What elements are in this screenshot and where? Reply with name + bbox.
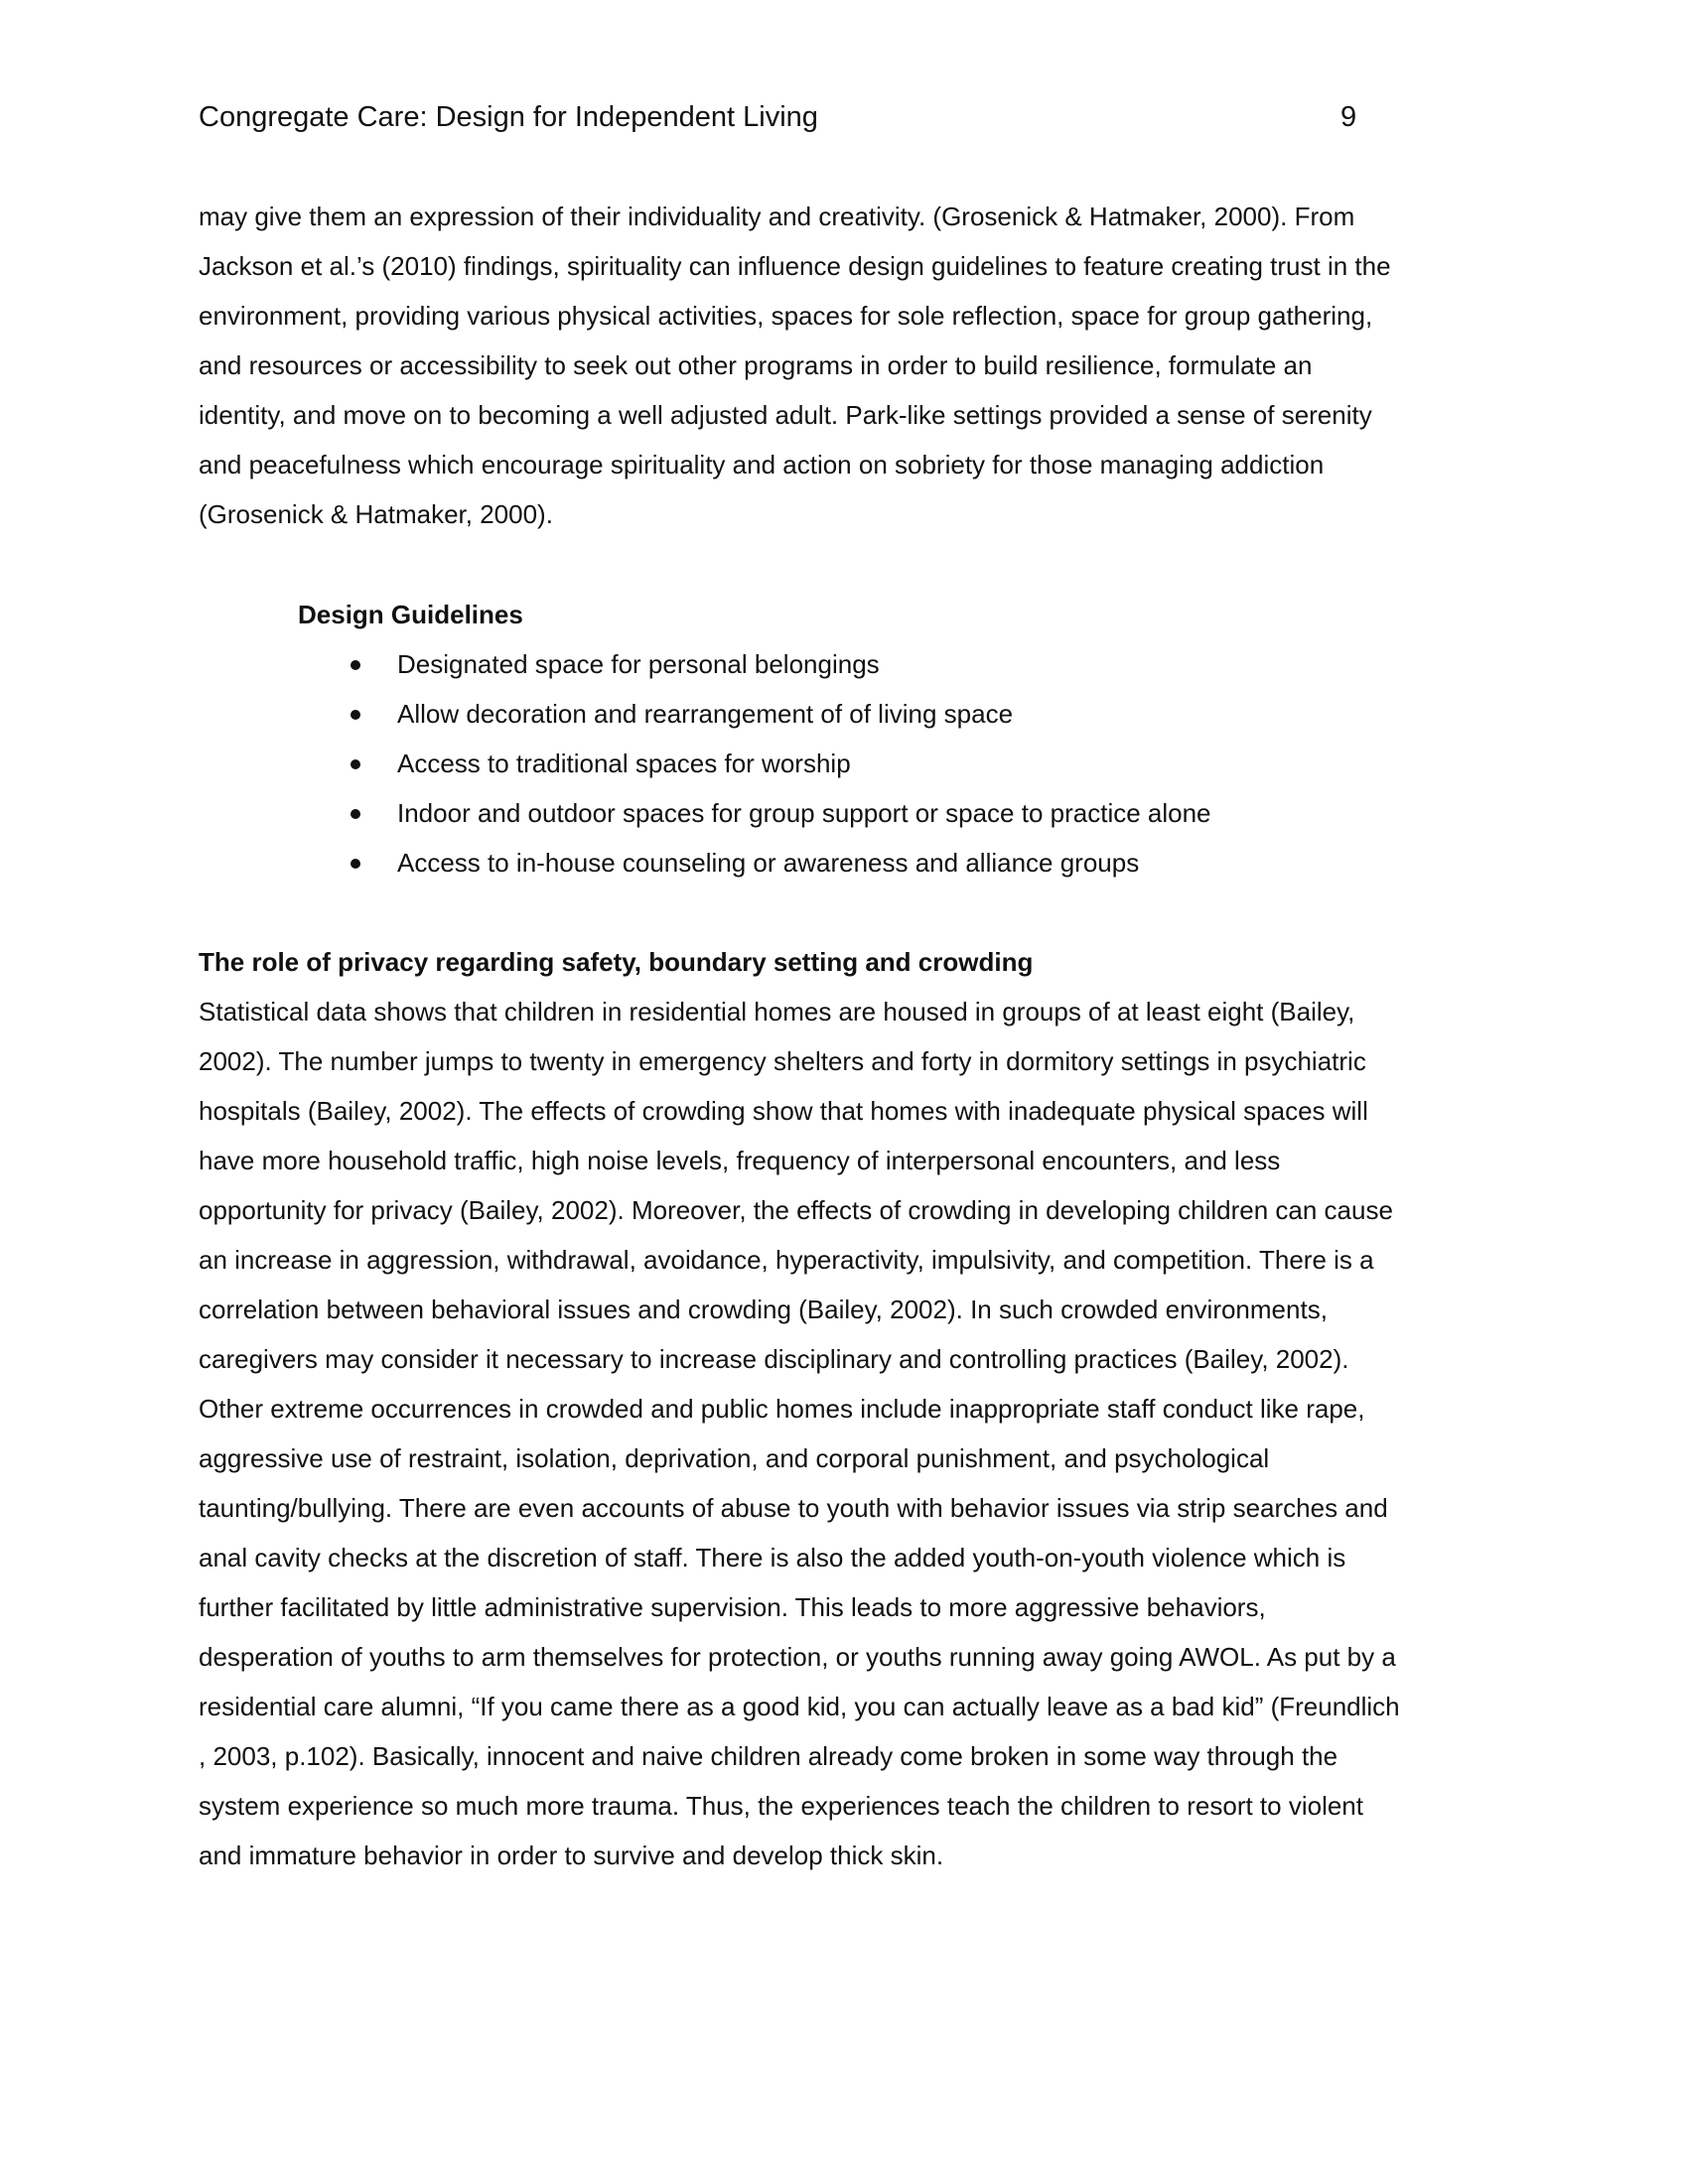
text-line: have more household traffic, high noise levels, frequency of interpersonal encounters, and less bbox=[199, 1146, 1281, 1175]
text-line: desperation of youths to arm themselves for protection, or youths running away going AWOL. As put by a bbox=[199, 1642, 1396, 1672]
text-line: caregivers may consider it necessary to increase disciplinary and controlling practices (Bailey, 2002). bbox=[199, 1344, 1349, 1374]
text-line: Jackson et al.’s (2010) findings, spirituality can influence design guidelines to feature creating trust in the bbox=[199, 251, 1391, 281]
text-line: and resources or accessibility to seek out other programs in order to build resilience, formulate an bbox=[199, 350, 1313, 380]
text-line: and peacefulness which encourage spirituality and action on sobriety for those managing addiction bbox=[199, 450, 1325, 479]
text-line: Statistical data shows that children in residential homes are housed in groups of at least eight (Bailey, bbox=[199, 997, 1355, 1026]
list-item-text: Indoor and outdoor spaces for group support or space to practice alone bbox=[397, 798, 1211, 828]
bullet-icon bbox=[351, 710, 360, 720]
bullet-icon bbox=[351, 759, 360, 769]
text-line: anal cavity checks at the discretion of staff. There is also the added youth-on-youth violence which is bbox=[199, 1543, 1346, 1572]
text-line: taunting/bullying. There are even accounts of abuse to youth with behavior issues via strip searches and bbox=[199, 1493, 1388, 1523]
text-line: system experience so much more trauma. Thus, the experiences teach the children to resort to violent bbox=[199, 1791, 1363, 1821]
paragraph-spirituality bbox=[199, 192, 1489, 539]
text-line: residential care alumni, “If you came there as a good kid, you can actually leave as a bad kid” (Freundlich bbox=[199, 1692, 1400, 1721]
page-number: 9 bbox=[1340, 101, 1357, 133]
text-line: and immature behavior in order to survive and develop thick skin. bbox=[199, 1841, 944, 1870]
bullet-icon bbox=[351, 859, 360, 869]
text-line: hospitals (Bailey, 2002). The effects of crowding show that homes with inadequate physical spaces will bbox=[199, 1096, 1368, 1126]
text-line: correlation between behavioral issues and crowding (Bailey, 2002). In such crowded environments, bbox=[199, 1295, 1328, 1324]
text-line: 2002). The number jumps to twenty in emergency shelters and forty in dormitory settings in psychiatric bbox=[199, 1046, 1366, 1076]
text-line: (Grosenick & Hatmaker, 2000). bbox=[199, 499, 553, 529]
text-line: opportunity for privacy (Bailey, 2002). Moreover, the effects of crowding in developing children can cause bbox=[199, 1195, 1393, 1225]
text-line: , 2003, p.102). Basically, innocent and naive children already come broken in some way through the bbox=[199, 1741, 1338, 1771]
text-line: further facilitated by little administrative supervision. This leads to more aggressive behaviors, bbox=[199, 1592, 1266, 1622]
running-header-title: Congregate Care: Design for Independent Living bbox=[199, 101, 818, 133]
paragraph-privacy-crowding bbox=[199, 987, 1489, 1880]
bullet-icon bbox=[351, 660, 360, 670]
text-line: aggressive use of restraint, isolation, deprivation, and corporal punishment, and psychological bbox=[199, 1443, 1270, 1473]
text-line: may give them an expression of their individuality and creativity. (Grosenick & Hatmaker, 2000). From bbox=[199, 202, 1355, 231]
text-line: an increase in aggression, withdrawal, avoidance, hyperactivity, impulsivity, and competition. There is a bbox=[199, 1245, 1374, 1275]
text-line: Other extreme occurrences in crowded and public homes include inappropriate staff conduct like rape, bbox=[199, 1394, 1365, 1424]
privacy-section-heading: The role of privacy regarding safety, boundary setting and crowding bbox=[199, 947, 1034, 977]
list-item-text: Access to in-house counseling or awareness and alliance groups bbox=[397, 848, 1140, 878]
text-line: environment, providing various physical activities, spaces for sole reflection, space for group gathering, bbox=[199, 301, 1373, 331]
text-line: identity, and move on to becoming a well adjusted adult. Park-like settings provided a sense of serenity bbox=[199, 400, 1372, 430]
list-item-text: Designated space for personal belongings bbox=[397, 649, 880, 679]
bullet-icon bbox=[351, 809, 360, 819]
list-item-text: Access to traditional spaces for worship bbox=[397, 749, 851, 778]
running-header bbox=[199, 97, 1357, 137]
design-guidelines-heading: Design Guidelines bbox=[298, 600, 523, 629]
list-item-text: Allow decoration and rearrangement of of living space bbox=[397, 699, 1014, 729]
